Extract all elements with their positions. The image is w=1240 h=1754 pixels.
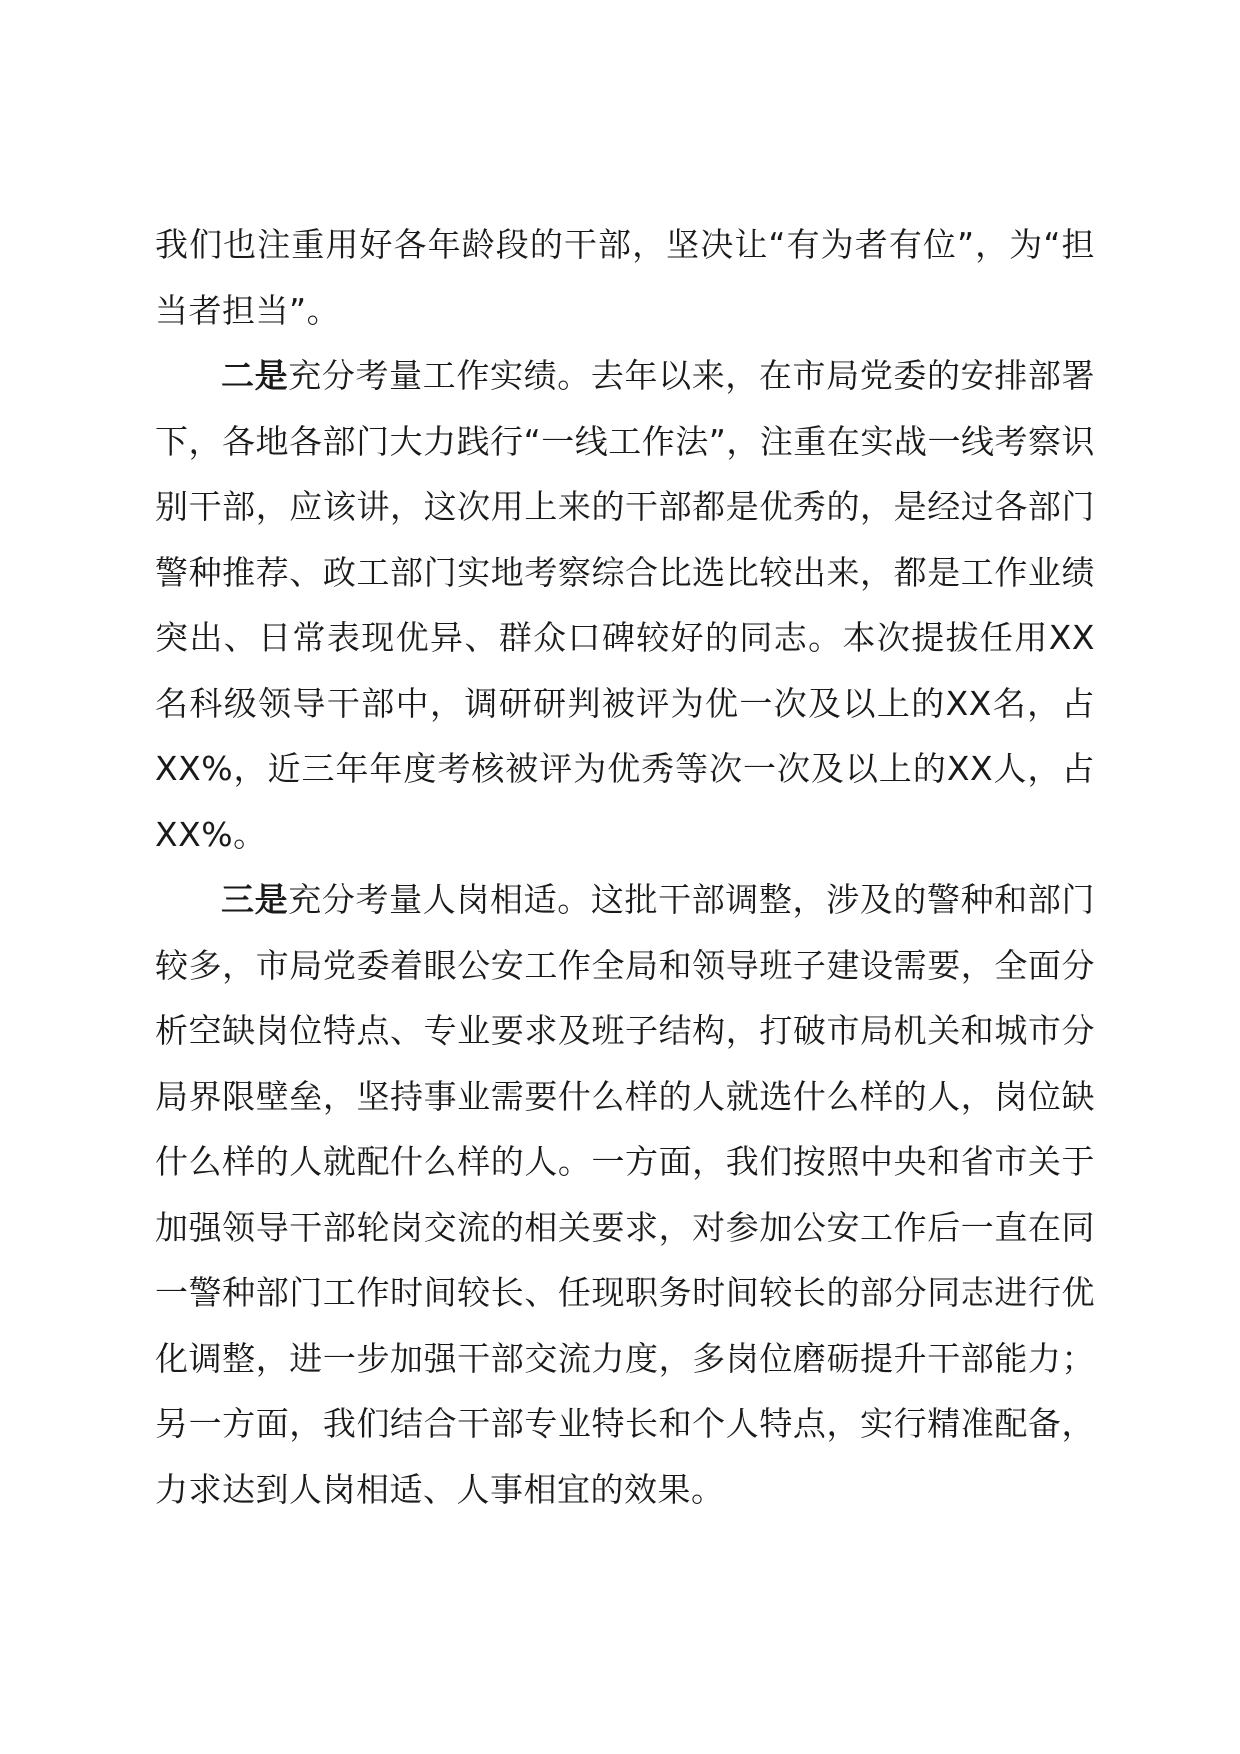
paragraph-1-text: 我们也注重用好各年龄段的干部，坚决让“有为者有位”，为“担当者担当”。 bbox=[155, 225, 1095, 330]
paragraph-3-lead: 三是 bbox=[221, 880, 289, 919]
paragraph-1 bbox=[155, 212, 1095, 343]
paragraph-3 bbox=[155, 867, 1095, 1522]
paragraph-3-text: 充分考量人岗相适。这批干部调整，涉及的警种和部门较多，市局党委着眼公安工作全局和领导班子建设需要，全面分析空缺岗位特点、专业要求及班子结构，打破市局机关和城市分局界限壁垒，坚持事业需要什么样的人就选什么样的人，岗位缺什么样的人就配什么样的人。一方面，我们按照中央和省市关于加强领导干部轮岗交流的相关要求，对参加公安工作后一直在同一警种部门工作时间较长、任现职务时间较长的部分同志进行优化调整，进一步加强干部交流力度，多岗位磨砺提升干部能力；另一方面，我们结合干部专业特长和个人特点，实行精准配备，力求达到人岗相适、人事相宜的效果。 bbox=[155, 880, 1096, 1509]
document-body bbox=[155, 212, 1095, 1522]
paragraph-2-text: 充分考量工作实绩。去年以来，在市局党委的安排部署下，各地各部门大力践行“一线工作法”，注重在实战一线考察识别干部，应该讲，这次用上来的干部都是优秀的，是经过各部门警种推荐、政工部门实地考察综合比选比较出来，都是工作业绩突出、日常表现优异、群众口碑较好的同志。本次提拔任用XX名科级领导干部中，调研研判被评为优一次及以上的XX名，占XX%，近三年年度考核被评为优秀等次一次及以上的XX人，占XX%。 bbox=[155, 356, 1096, 854]
paragraph-2 bbox=[155, 343, 1095, 867]
paragraph-2-lead: 二是 bbox=[221, 356, 289, 395]
